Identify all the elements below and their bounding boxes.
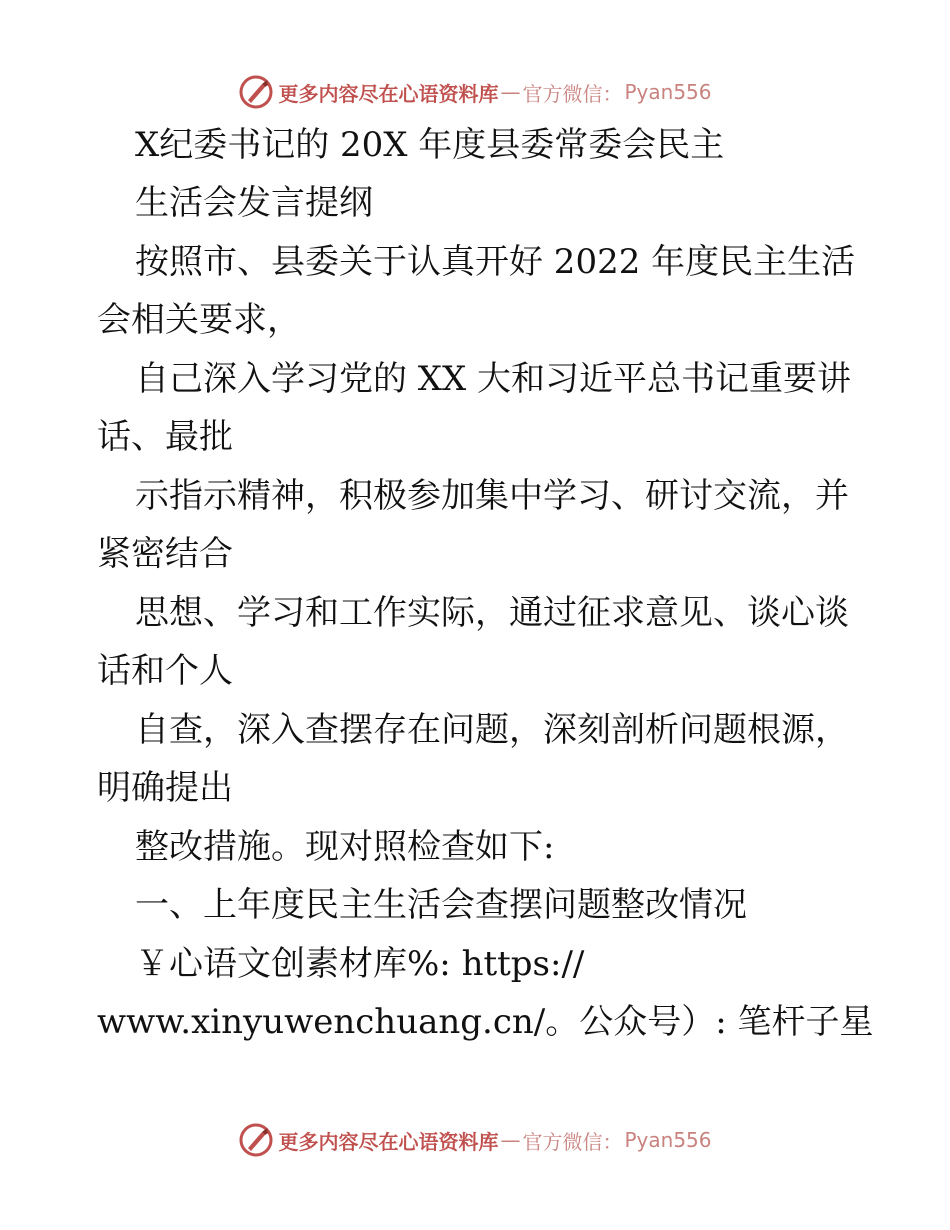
watermark-dash: — [500,1128,521,1152]
paragraph-line: 自己深入学习党的 XX 大和习近平总书记重要讲 [135,359,852,399]
paragraph-line: 示指示精神，积极参加集中学习、研讨交流，并 [135,476,849,516]
footer-watermark [0,1120,950,1160]
watermark-wechat-id: Pyan556 [624,1128,712,1152]
paragraph-line: 明确提出 [97,768,233,808]
paragraph-line: 思想、学习和工作实际，通过征求意见、谈心谈 [135,593,849,633]
quill-logo-icon [238,1122,274,1158]
doc-title-line-2: 生活会发言提纲 [135,183,373,223]
header-watermark [0,72,950,112]
watermark-main-text: 更多内容尽在心语资料库 [278,81,499,106]
quill-logo-icon [238,74,274,110]
section-heading: 一、上年度民主生活会查摆问题整改情况 [135,885,747,925]
paragraph-line: 自查，深入查摆存在问题，深刻剖析问题根源， [135,710,849,750]
watermark-dash: — [500,80,521,104]
watermark-main-text: 更多内容尽在心语资料库 [278,1129,499,1154]
paragraph-line: 会相关要求， [97,300,301,340]
paragraph-line: ￥心语文创素材库%: https:// [135,944,585,984]
watermark-wechat-id: Pyan556 [624,80,712,104]
paragraph-line: 话和个人 [97,651,233,691]
paragraph-line: 话、最批 [97,417,233,457]
paragraph-line: 紧密结合 [97,534,233,574]
doc-title-line-1: X纪委书记的 20X 年度县委常委会民主 [135,125,725,165]
watermark-sub-text: 官方微信： [522,1129,623,1154]
paragraph-line: 按照市、县委关于认真开好 2022 年度民主生活 [135,242,856,282]
watermark-sub-text: 官方微信： [522,81,623,106]
paragraph-line: 整改措施。现对照检查如下: [135,827,555,867]
paragraph-line: www.xinyuwenchuang.cn/。公众号）: 笔杆子星 [97,1002,874,1042]
